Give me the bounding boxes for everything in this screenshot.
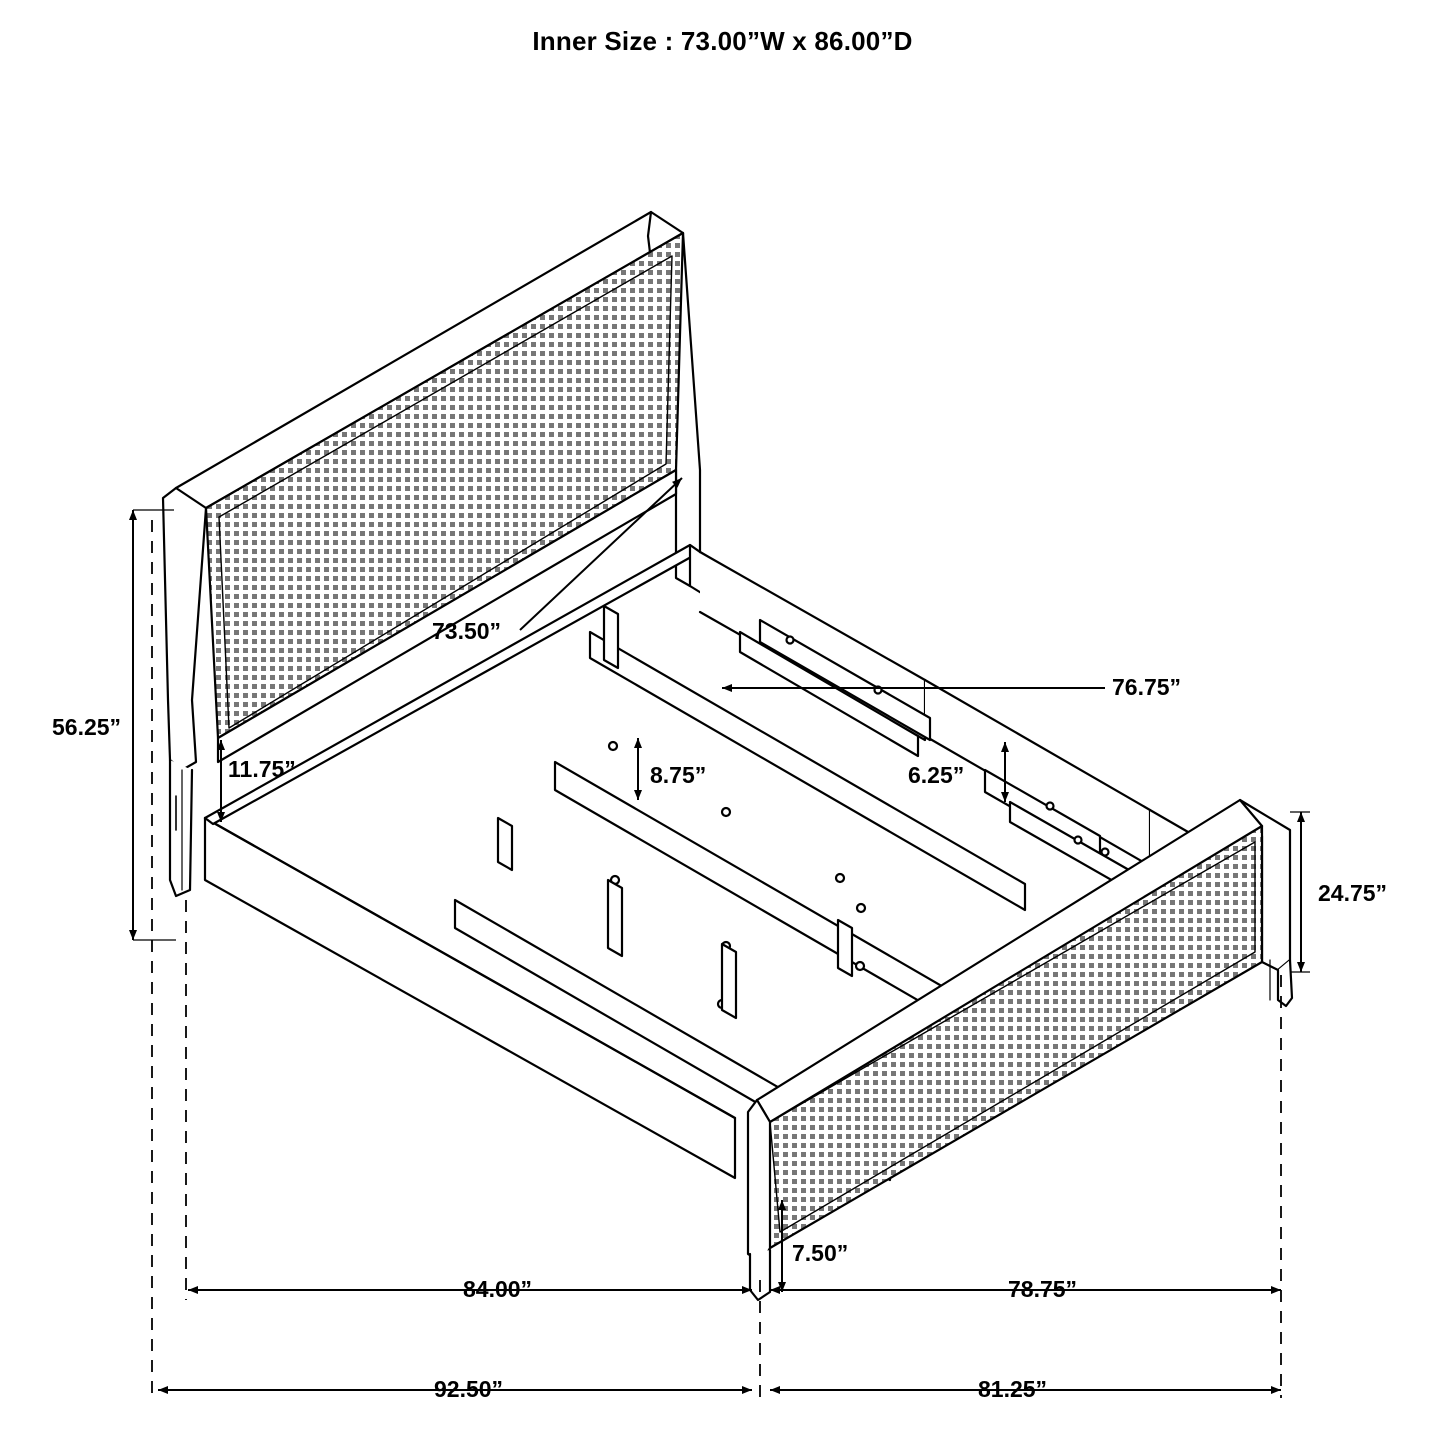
dim-label-footboard-leg-height: 7.50” [792, 1240, 849, 1266]
dim-label-headboard-clearance: 11.75” [228, 756, 296, 782]
dim-label-footboard-height: 24.75” [1318, 880, 1388, 906]
dim-label-overall-width: 81.25” [978, 1376, 1048, 1402]
dim-label-inner-width: 78.75” [1008, 1276, 1078, 1302]
dim-label-inner-length: 84.00” [463, 1276, 533, 1302]
dim-label-overall-height: 56.25” [52, 714, 122, 740]
dim-label-headboard-panel-width: 73.50” [432, 618, 502, 644]
dim-label-side-rail-height: 6.25” [908, 762, 965, 788]
dim-label-overall-length: 92.50” [434, 1376, 504, 1402]
page-title: Inner Size : 73.00”W x 86.00”D [532, 26, 913, 56]
dim-label-rail-length: 76.75” [1112, 674, 1182, 700]
dim-label-slat-support-height: 8.75” [650, 762, 707, 788]
